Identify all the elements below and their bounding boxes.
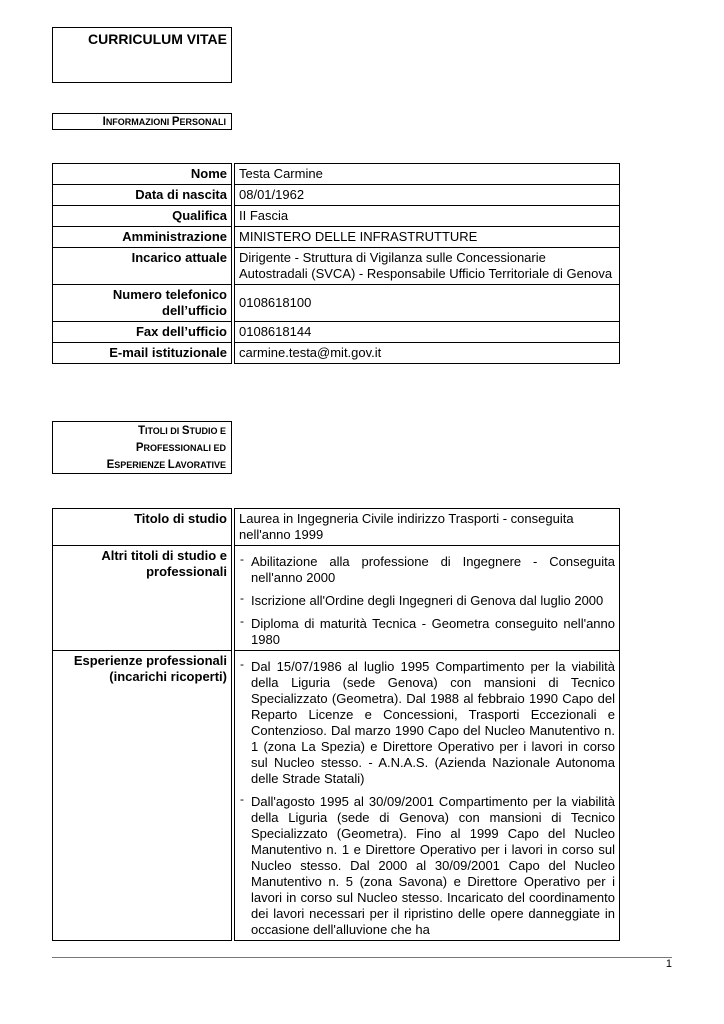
row-value: MINISTERO DELLE INFRASTRUTTURE [235, 227, 620, 248]
other-titles-list-cell [235, 546, 620, 651]
education-experience-heading [52, 421, 232, 474]
personal-info-table [52, 163, 620, 364]
table-row [53, 285, 620, 322]
table-row [53, 164, 620, 185]
page-number: 1 [665, 958, 672, 970]
row-value: 0108618144 [235, 322, 620, 343]
cv-title-box [52, 27, 232, 83]
table-row [53, 546, 620, 651]
table-row [53, 322, 620, 343]
heading-cap: L [167, 459, 175, 471]
heading-rest: NFORMAZIONI [105, 117, 172, 127]
heading-rest: ITOLI DI [144, 426, 182, 436]
row-label: Nome [53, 164, 232, 185]
row-value: 08/01/1962 [235, 185, 620, 206]
list-item: - Diploma di maturità Tecnica - Geometra conseguito nell'anno 1980 [239, 616, 615, 648]
table-row [53, 248, 620, 285]
row-label: Amministrazione [53, 227, 232, 248]
row-label: E-mail istituzionale [53, 343, 232, 364]
row-label: Data di nascita [53, 185, 232, 206]
list-item: - Abilitazione alla professione di Ingegnere - Conseguita nell'anno 2000 [239, 554, 615, 586]
heading-line [53, 423, 226, 440]
other-titles-list [239, 554, 615, 648]
heading-line [53, 457, 226, 474]
table-row [53, 185, 620, 206]
heading-rest: ERSONALI [179, 117, 226, 127]
experience-label: Esperienze professionali (incarichi ricoperti) [53, 651, 232, 941]
table-row [53, 509, 620, 546]
row-label: Numero telefonico dell’ufficio [53, 285, 232, 322]
row-value: 0108618100 [235, 285, 620, 322]
list-item: - Dal 15/07/1986 al luglio 1995 Compartimento per la viabilità della Liguria (sede Genova) con mansioni di Tecnico Specializzato (Geometra). Dal 1988 al febbraio 1990 Capo del Reparto Licenze e Concessioni, Trasporti Eccezionali e Contenzioso. Dal marzo 1990 Capo del Nucleo Manutentivo n. 1 (zona La Spezia) e Direttore Operativo per i lavori in corso sul Nucleo stesso. - A.N.A.S. (Azienda Nazionale Autonoma delle Strade Statali) [239, 659, 615, 787]
other-titles-label: Altri titoli di studio e professionali [53, 546, 232, 651]
row-label: Incarico attuale [53, 248, 232, 285]
table-row [53, 227, 620, 248]
table-row [53, 206, 620, 227]
heading-cap: I [102, 116, 106, 128]
footer-divider [52, 957, 672, 958]
row-value: Dirigente - Struttura di Vigilanza sulle Concessionarie Autostradali (SVCA) - Responsabile Ufficio Territoriale di Genova [235, 248, 620, 285]
row-label: Qualifica [53, 206, 232, 227]
heading-cap: P [171, 116, 180, 128]
row-value: Testa Carmine [235, 164, 620, 185]
heading-line [53, 440, 226, 457]
personal-info-heading [52, 113, 232, 130]
experience-list-cell [235, 651, 620, 941]
education-table [52, 508, 620, 941]
heading-cap: P [135, 442, 144, 454]
experience-list [239, 659, 615, 938]
heading-cap: S [181, 425, 190, 437]
row-label: Fax dell’ufficio [53, 322, 232, 343]
heading-rest: ROFESSIONALI ED [143, 443, 226, 453]
heading-rest: AVORATIVE [174, 460, 226, 470]
degree-value: Laurea in Ingegneria Civile indirizzo Trasporti - conseguita nell'anno 1999 [235, 509, 620, 546]
heading-cap: T [137, 425, 145, 437]
cv-title: CURRICULUM VITAE [88, 31, 227, 47]
heading-rest: TUDIO E [189, 426, 226, 436]
row-value: carmine.testa@mit.gov.it [235, 343, 620, 364]
table-row [53, 343, 620, 364]
table-row [53, 651, 620, 941]
list-item: - Iscrizione all'Ordine degli Ingegneri di Genova dal luglio 2000 [239, 593, 615, 609]
row-value: II Fascia [235, 206, 620, 227]
heading-cap: E [106, 459, 115, 471]
list-item: - Dall'agosto 1995 al 30/09/2001 Compartimento per la viabilità della Liguria (sede di Genova) con mansioni di Tecnico Specializzato (Geometra). Fino al 1999 Capo del Nucleo Manutentivo n. 1 e Direttore Operativo per i lavori in corso sul Nucleo stesso. Dal 2000 al 30/09/2001 Capo del Nucleo Manutentivo n. 5 (zona Savona) e Direttore Operativo per i lavori in corso sul Nucleo stesso. Incaricato del coordinamento dei lavori necessari per il ripristino delle opere danneggiate in occasione dell'alluvione che ha [239, 794, 615, 938]
heading-rest: SPERIENZE [114, 460, 168, 470]
degree-label: Titolo di studio [53, 509, 232, 546]
